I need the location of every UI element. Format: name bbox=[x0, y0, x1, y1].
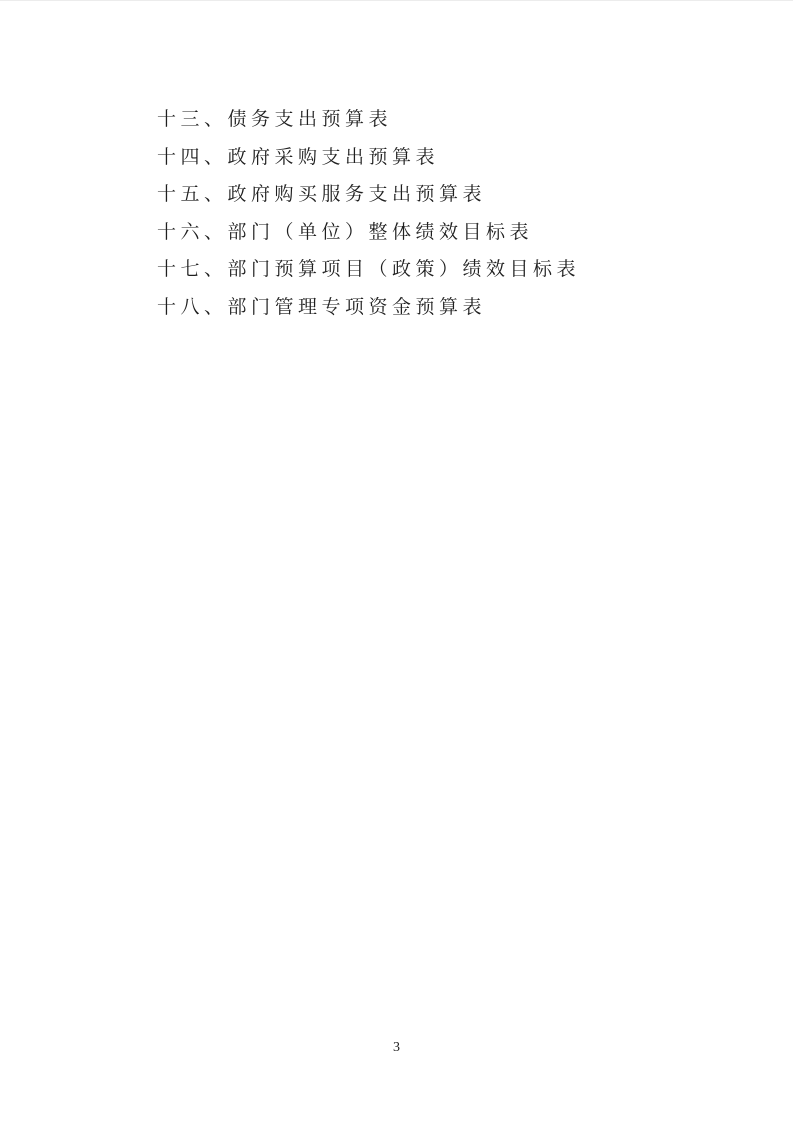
page-number: 3 bbox=[393, 1040, 400, 1055]
toc-item-17: 十七、部门预算项目（政策）绩效目标表 bbox=[157, 259, 581, 280]
attachment-table-list bbox=[157, 101, 580, 326]
toc-item-13: 十三、债务支出预算表 bbox=[157, 109, 393, 130]
toc-item-15: 十五、政府购买服务支出预算表 bbox=[157, 184, 487, 205]
toc-item-16: 十六、部门（单位）整体绩效目标表 bbox=[157, 221, 534, 243]
toc-item-18: 十八、部门管理专项资金预算表 bbox=[157, 296, 487, 318]
toc-item-14: 十四、政府采购支出预算表 bbox=[157, 146, 440, 168]
